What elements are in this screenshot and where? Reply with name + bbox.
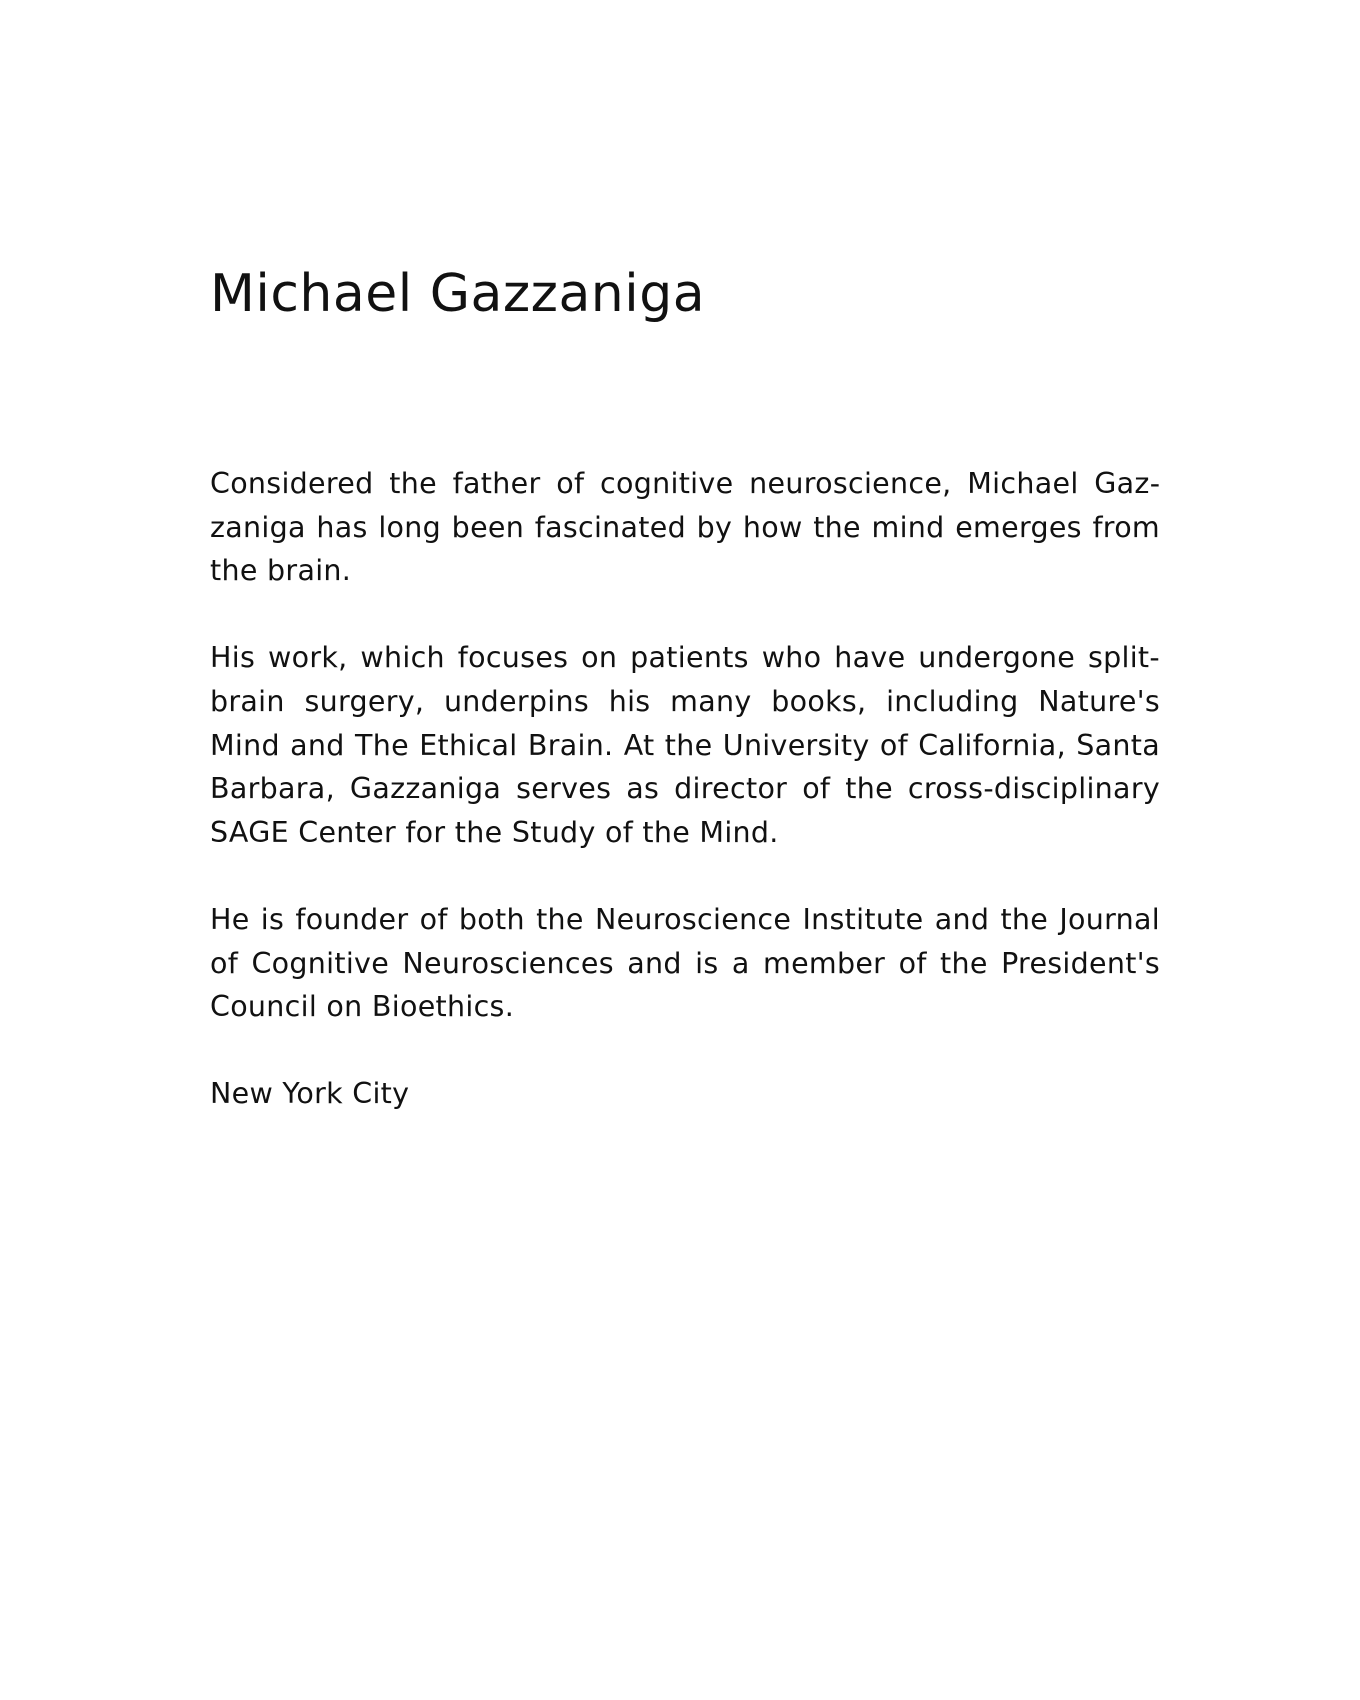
paragraph-roles: He is founder of both the Neuroscience Institute and the Journal of Cognitive Neurosciences and is a member of the President's Council on Bioethics. bbox=[210, 902, 1160, 1024]
biography-text bbox=[210, 462, 1160, 1160]
paragraph-work: His work, which focuses on patients who have undergone split-brain surgery, underpins his many books, including Nature's Mind and The Ethical Brain. At the University of California, Santa Barbara, Gazzaniga serves as director of the cross-disciplinary SAGE Center for the Study of the Mind. bbox=[210, 641, 1160, 849]
location-text: New York City bbox=[210, 1077, 410, 1111]
page-title: Michael Gazzaniga bbox=[210, 264, 706, 324]
paragraph-intro: Considered the father of cognitive neuroscience, Michael Gazzaniga has long been fascinated by how the mind emerges from the brain. bbox=[210, 467, 1160, 588]
